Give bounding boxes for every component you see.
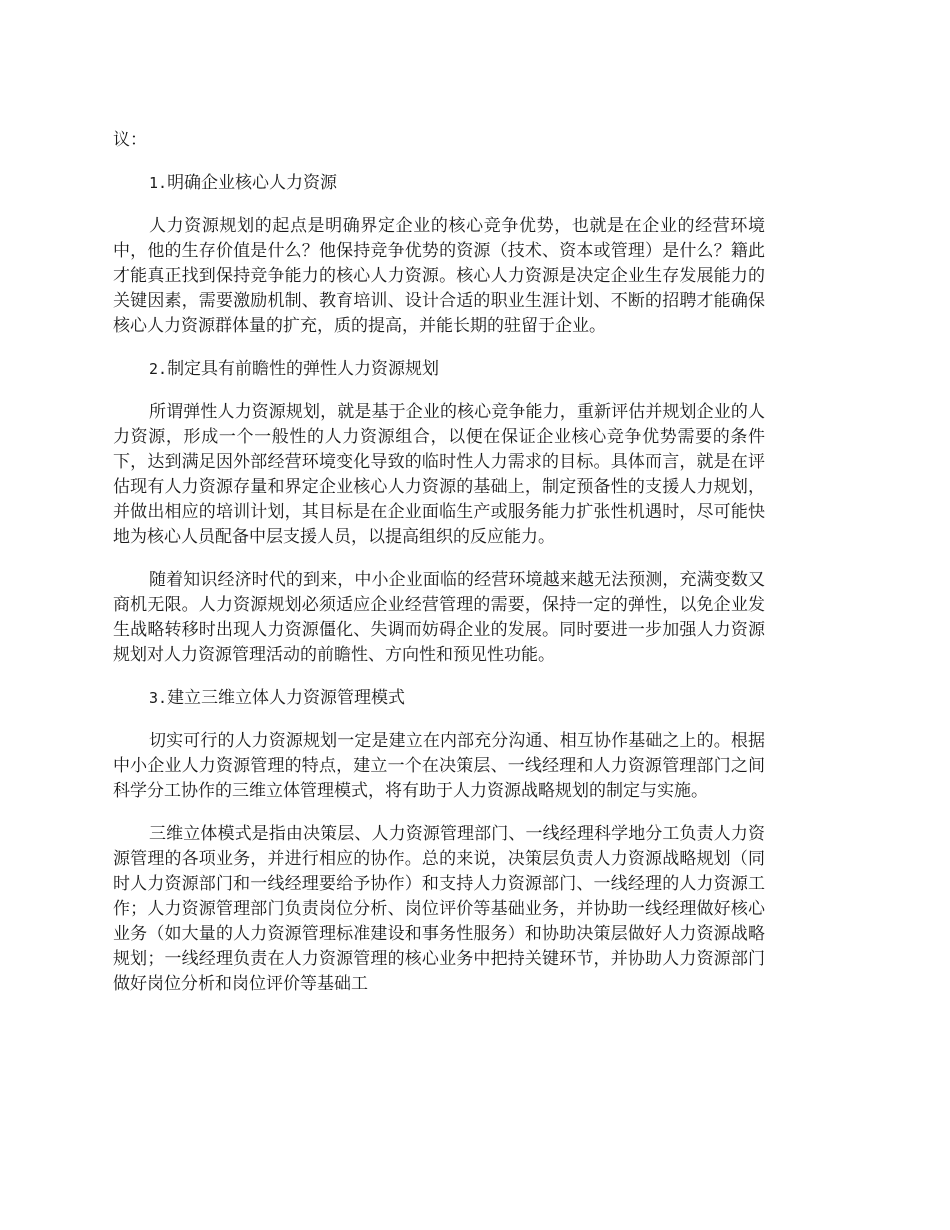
body-paragraph: 所谓弹性人力资源规划，就是基于企业的核心竞争能力，重新评估并规划企业的人力资源，形成一个一般性的人力资源组合，以便在保证企业核心竞争优势需要的条件下，达到满足因外部经营环境变化导致的临时性人力需求的目标。具体而言，就是在评估现有人力资源存量和界定企业核心人力资源的基础上，制定预备性的支援人力规划，并做出相应的培训计划，其目标是在企业面临生产或服务能力扩张性机遇时，尽可能快地为核心人员配备中层支援人员，以提高组织的反应能力。 [113,402,765,547]
section-heading-3 [113,686,765,711]
body-paragraph: 三维立体模式是指由决策层、人力资源管理部门、一线经理科学地分工负责人力资源管理的各项业务，并进行相应的协作。总的来说，决策层负责人力资源战略规划（同时人力资源部门和一线经理要给予协作）和支持人力资源部门、一线经理的人力资源工作；人力资源管理部门负责岗位分析、岗位评价等基础业务，并协助一线经理做好核心业务（如大量的人力资源管理标准建设和事务性服务）和协助决策层做好人力资源战略规划；一线经理负责在人力资源管理的核心业务中把持关键环节，并协助人力资源部门做好岗位分析和岗位评价等基础工 [113,824,765,994]
intro-fragment: 议： [113,130,147,150]
section-heading-2 [113,357,765,382]
document-body [113,128,765,1015]
section-number: 2. [149,360,168,378]
section-title: 明确企业核心人力资源 [167,173,338,193]
section-title: 建立三维立体人力资源管理模式 [167,688,406,708]
body-paragraph: 随着知识经济时代的到来，中小企业面临的经营环境越来越无法预测，充满变数又商机无限。人力资源规划必须适应企业经营管理的需要，保持一定的弹性，以免企业发生战略转移时出现人力资源僵化、失调而妨碍企业的发展。同时要进一步加强人力资源规划对人力资源管理活动的前瞻性、方向性和预见性功能。 [113,570,765,665]
section-number: 3. [149,689,168,707]
section-number: 1. [149,174,168,192]
body-paragraph: 切实可行的人力资源规划一定是建立在内部充分沟通、相互协作基础之上的。根据中小企业人力资源管理的特点，建立一个在决策层、一线经理和人力资源管理部门之间科学分工协作的三维立体管理模式，将有助于人力资源战略规划的制定与实施。 [113,731,765,801]
section-title: 制定具有前瞻性的弹性人力资源规划 [167,359,440,379]
section-heading-1 [113,171,765,196]
body-paragraph: 人力资源规划的起点是明确界定企业的核心竞争优势，也就是在企业的经营环境中，他的生存价值是什么？他保持竞争优势的资源（技术、资本或管理）是什么？籍此才能真正找到保持竞争能力的核心人力资源。核心人力资源是决定企业生存发展能力的关键因素，需要激励机制、教育培训、设计合适的职业生涯计划、不断的招聘才能确保核心人力资源群体量的扩充，质的提高，并能长期的驻留于企业。 [113,216,765,336]
